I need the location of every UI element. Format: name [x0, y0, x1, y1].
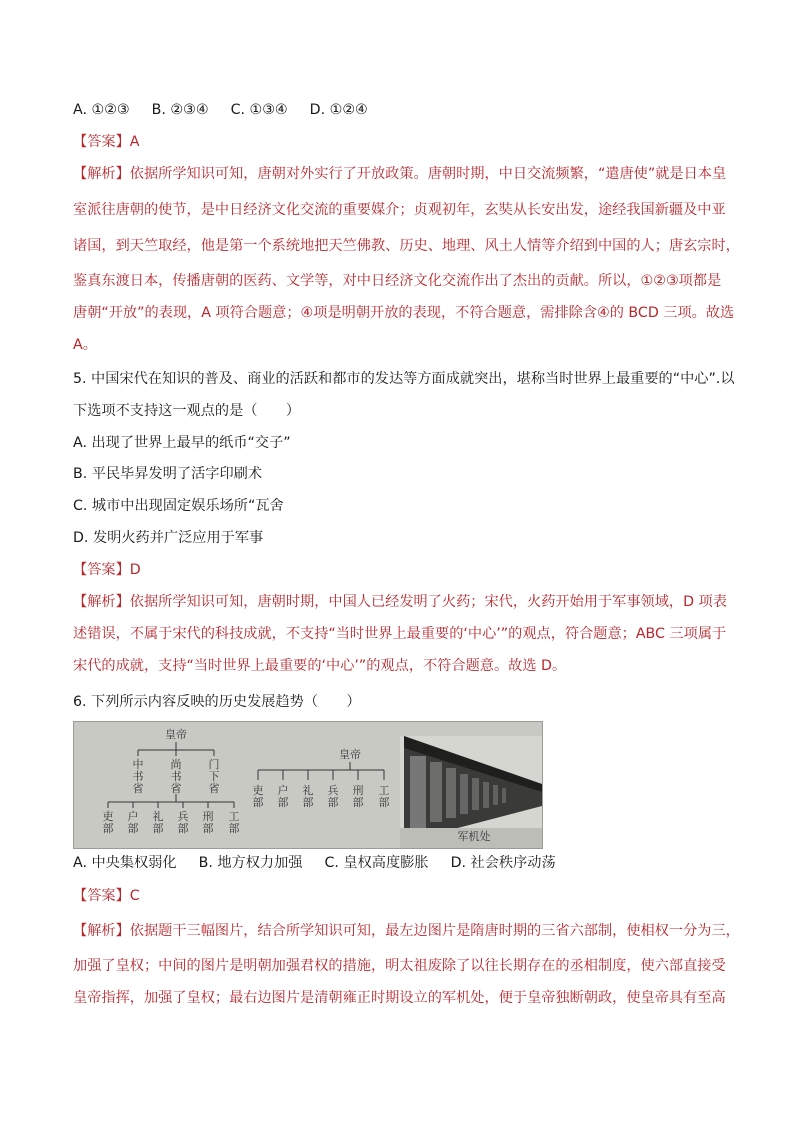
q5-answer-value: D — [129, 562, 141, 578]
left-ministry-2 — [128, 809, 139, 835]
mid-ministry-1 — [253, 784, 264, 809]
q4-option-d: D. ①②④ — [309, 102, 368, 118]
mid-ministry-6-char: 部 — [378, 796, 390, 809]
q6-option-c: C. 皇权高度膨胀 — [324, 855, 429, 871]
left-province-3 — [209, 757, 220, 795]
q4-analysis-line-1 — [73, 164, 726, 184]
left-province-1-char: 省 — [132, 782, 144, 795]
mid-ministry-5-char: 刑 — [352, 784, 364, 797]
left-province-2-char: 尚 — [170, 758, 182, 771]
q4-option-b: B. ②③④ — [151, 102, 209, 118]
q4-analysis-line-6: A。 — [73, 337, 97, 353]
left-ministry-5-char: 部 — [202, 822, 214, 835]
q4-analysis-line-5: 唐朝“开放”的表现，A 项符合题意；④项是明朝开放的表现，不符合题意，需排除含④的 BCD 三项。故选 — [73, 305, 735, 321]
left-emperor-label: 皇帝 — [165, 728, 187, 741]
q5-stem-line-1: 5. 中国宋代在知识的普及、商业的活跃和都市的发达等方面成就突出，堪称当时世界上最重要的“中心”.以 — [73, 371, 735, 387]
left-province-1-char: 中 — [132, 758, 144, 771]
grand-council-photo — [400, 736, 542, 848]
q6-analysis-line-2: 加强了皇权；中间的图片是明朝加强君权的措施，明太祖废除了以往长期存在的丞相制度，使六部直接受 — [73, 958, 726, 974]
left-ministries — [103, 802, 240, 835]
q4-option-a: A. ①②③ — [73, 102, 130, 118]
q6-stem: 6. 下列所示内容反映的历史发展趋势（ ） — [73, 694, 361, 710]
q5-option-b: B. 平民毕昇发明了活字印刷术 — [73, 466, 263, 482]
mid-ministry-3-char: 礼 — [302, 784, 314, 797]
left-ministry-5 — [203, 809, 214, 835]
mid-ministry-6 — [379, 784, 390, 809]
left-ministry-2-char: 部 — [127, 822, 139, 835]
q6-answer — [73, 886, 140, 906]
left-province-2 — [171, 757, 182, 795]
left-province-1-char: 书 — [132, 770, 144, 783]
mid-ministries — [253, 770, 390, 809]
mid-ministry-3-char: 部 — [302, 796, 314, 809]
left-ministry-2-char: 户 — [127, 810, 139, 823]
q6-figure-svg — [74, 722, 542, 848]
q4-analysis-line-2: 室派往唐朝的使节，是中日经济文化交流的重要媒介；贞观初年，玄奘从长安出发，途经我国新疆及中亚 — [73, 202, 726, 218]
q6-figure — [73, 721, 543, 849]
left-ministry-6 — [229, 810, 240, 835]
q6-options — [73, 853, 578, 873]
left-ministry-3 — [153, 809, 164, 835]
q6-option-a: A. 中央集权弱化 — [73, 855, 177, 871]
q5-answer-tag: 【答案】 — [73, 562, 130, 578]
q6-analysis-line-3: 皇帝指挥，加强了皇权；最右边图片是清朝雍正时期设立的军机处，便于皇帝独断朝政，使皇帝具有至高 — [73, 990, 726, 1006]
photo-caption: 军机处 — [457, 830, 491, 843]
left-ministry-6-char: 部 — [228, 822, 240, 835]
left-province-2-char: 省 — [170, 782, 182, 795]
mid-emperor-label: 皇帝 — [339, 748, 361, 761]
q4-answer-value: A — [129, 134, 140, 150]
q5-analysis-line-2: 述错误，不属于宋代的科技成就，不支持“当时世界上最重要的‘中心’”的观点，符合题意；ABC 三项属于 — [73, 626, 727, 642]
q4-answer-tag: 【答案】 — [73, 134, 130, 150]
q6-analysis-text: 依据题干三幅图片，结合所学知识可知，最左边图片是隋唐时期的三省六部制，使相权一分为三， — [129, 923, 740, 939]
q4-answer — [73, 132, 139, 152]
left-provinces — [133, 757, 220, 795]
left-ministry-4-char: 兵 — [177, 810, 189, 823]
left-ministry-3-char: 礼 — [152, 810, 164, 823]
mid-ministry-2 — [278, 783, 289, 809]
q5-analysis-tag: 【解析】 — [73, 594, 130, 610]
q5-stem-line-2: 下选项不支持这一观点的是（ ） — [73, 403, 301, 419]
mid-ministry-1-char: 部 — [252, 796, 264, 809]
mid-ministry-1-char: 吏 — [252, 784, 264, 797]
q5-analysis-line-3: 宋代的成就，支持“当时世界上最重要的‘中心’”的观点，不符合题意。故选 D。 — [73, 658, 567, 674]
q6-answer-value: C — [129, 888, 140, 904]
mid-ministry-2-char: 部 — [277, 796, 289, 809]
left-province-3-char: 省 — [208, 782, 220, 795]
q5-analysis-text: 依据所学知识可知，唐朝时期，中国人已经发明了火药；宋代，火药开始用于军事领域，D 项表 — [129, 594, 727, 610]
mid-ministry-5 — [353, 783, 364, 809]
q6-answer-tag: 【答案】 — [73, 888, 130, 904]
left-ministry-1 — [103, 810, 114, 835]
q4-analysis-text: 依据所学知识可知，唐朝对外实行了开放政策。唐朝时期，中日交流频繁，“遣唐使”就是日本皇 — [129, 166, 727, 182]
q4-options — [73, 100, 390, 120]
q6-analysis-line-1 — [73, 921, 740, 941]
left-province-3-char: 门 — [208, 758, 220, 771]
left-ministry-6-char: 工 — [228, 810, 240, 823]
q6-analysis-tag: 【解析】 — [73, 923, 130, 939]
mid-ministry-3 — [303, 783, 314, 809]
left-ministry-3-char: 部 — [152, 822, 164, 835]
q4-analysis-line-3: 诸国，到天竺取经，他是第一个系统地把天竺佛教、历史、地理、风土人情等介绍到中国的人；唐玄宗时， — [73, 238, 740, 254]
q5-option-d: D. 发明火药并广泛应用于军事 — [73, 530, 264, 546]
left-province-1 — [133, 757, 144, 795]
q6-option-b: B. 地方权力加强 — [198, 855, 303, 871]
left-ministry-4-char: 部 — [177, 822, 189, 835]
left-ministry-1-char: 吏 — [102, 810, 114, 823]
mid-ministry-2-char: 户 — [277, 784, 289, 797]
q4-analysis-line-4: 鉴真东渡日本，传播唐朝的医药、文学等，对中日经济文化交流作出了杰出的贡献。所以，①②③项都是 — [73, 273, 722, 289]
mid-ministry-4-char: 兵 — [327, 784, 339, 797]
q5-answer — [73, 560, 141, 580]
left-ministry-1-char: 部 — [102, 822, 114, 835]
q6-option-d: D. 社会秩序动荡 — [450, 855, 556, 871]
mid-ministry-6-char: 工 — [378, 784, 390, 797]
left-ministry-5-char: 刑 — [202, 810, 214, 823]
q5-option-a: A. 出现了世界上最早的纸币“交子” — [73, 435, 291, 451]
q4-option-c: C. ①③④ — [230, 102, 288, 118]
left-province-2-char: 书 — [170, 770, 182, 783]
mid-ministry-4-char: 部 — [327, 796, 339, 809]
mid-ministry-4 — [328, 784, 339, 809]
q4-analysis-tag: 【解析】 — [73, 166, 130, 182]
mid-ministry-5-char: 部 — [352, 796, 364, 809]
left-ministry-4 — [178, 810, 189, 835]
q5-option-c: C. 城市中出现固定娱乐场所“瓦舍 — [73, 498, 284, 514]
left-province-3-char: 下 — [208, 770, 220, 783]
q5-analysis-line-1 — [73, 592, 727, 612]
